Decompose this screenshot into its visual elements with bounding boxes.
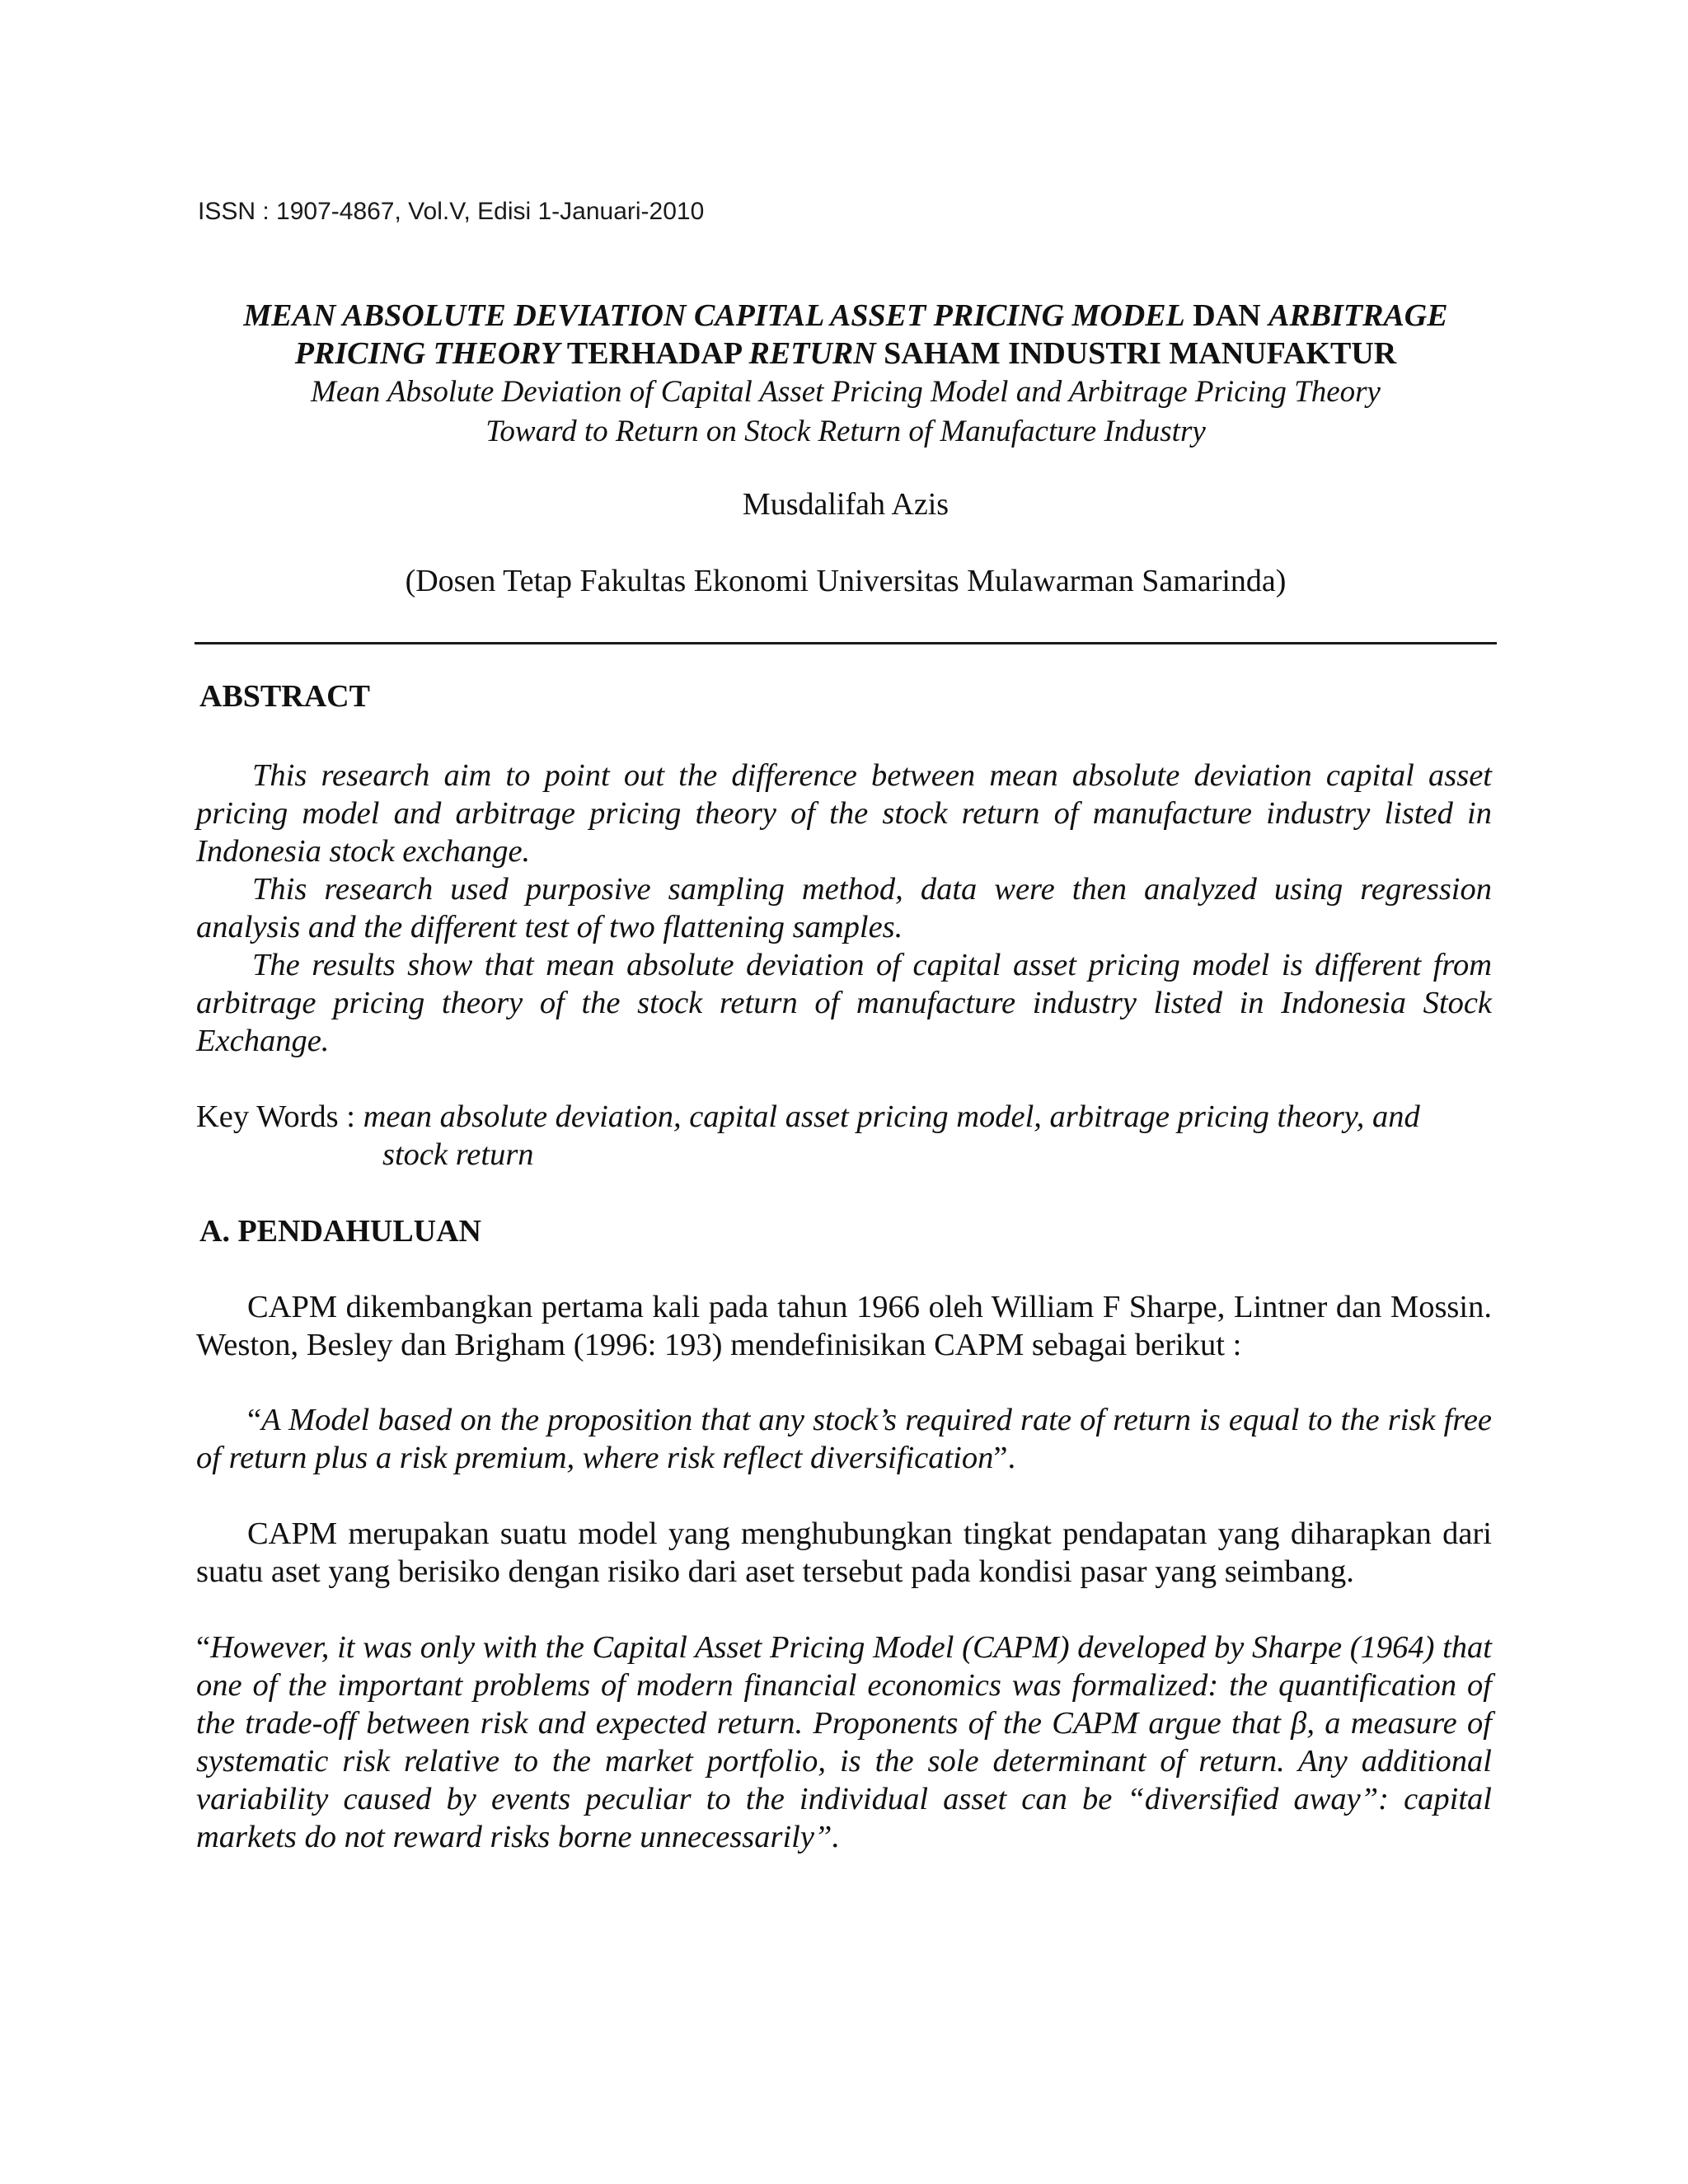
title-part: DAN — [1184, 298, 1269, 333]
author-affiliation: (Dosen Tetap Fakultas Ekonomi Universitas Mulawarman Samarinda) — [405, 564, 1287, 598]
abstract-paragraph: This research aim to point out the difference between mean absolute deviation capital asset pricing model and arbitrage pricing theory of the stock return of manufacture industry listed in Indonesia stock exchange. — [196, 758, 1492, 869]
keywords — [196, 1098, 1492, 1174]
abstract-body — [196, 757, 1492, 1060]
keywords-list-continued: stock return — [382, 1137, 534, 1172]
abstract-paragraph: The results show that mean absolute deviation of capital asset pricing model is different from arbitrage pricing theory of the stock return of manufacture industry listed in Indonesia Stock Exchange. — [196, 948, 1492, 1058]
title-part: MEAN ABSOLUTE DEVIATION CAPITAL ASSET PRICING MODEL — [243, 298, 1185, 333]
subtitle-line-2: Toward to Return on Stock Return of Manufacture Industry — [485, 415, 1206, 448]
section-heading-pendahuluan: A. PENDAHULUAN — [199, 1214, 481, 1249]
quote-mark: “ — [247, 1403, 262, 1437]
body-text: CAPM merupakan suatu model yang menghubungkan tingkat pendapatan yang diharapkan dari suatu aset yang berisiko dengan risiko dari aset tersebut pada kondisi pasar yang seimbang. — [196, 1516, 1492, 1589]
quote-text: However, it was only with the Capital Asset Pricing Model (CAPM) developed by Sharpe (1964) that one of the important problems of modern financial economics was formalized: the quantification of the trade-off between risk and expected return. Proponents of the CAPM argue that β, a measure of systematic risk relative to the market portfolio, is the sole determinant of return. Any additional variability caused by events peculiar to the individual asset can be “diversified away”: capital markets do not reward risks borne unnecessarily”. — [196, 1630, 1492, 1854]
title-part: SAHAM INDUSTRI MANUFAKTUR — [875, 336, 1397, 371]
title-part: PRICING THEORY — [294, 336, 560, 371]
intro-paragraph-1 — [196, 1288, 1492, 1364]
title-block — [195, 297, 1497, 452]
title-part: TERHADAP — [560, 336, 749, 371]
issn-header: ISSN : 1907-4867, Vol.V, Edisi 1-Januari-2010 — [198, 198, 705, 225]
body-text: CAPM dikembangkan pertama kali pada tahun 1966 oleh William F Sharpe, Lintner dan Mossin. Weston, Besley dan Brigham (1996: 193) mendefinisikan CAPM sebagai berikut : — [196, 1290, 1492, 1362]
quote-mark: ”. — [993, 1441, 1016, 1475]
title-part: ARBITRAGE — [1268, 298, 1448, 333]
quote-sharpe-definition — [196, 1401, 1492, 1477]
quote-text: A Model based on the proposition that any stock’s required rate of return is equal to the risk free of return plus a risk premium, where risk reflect diversification — [196, 1403, 1492, 1475]
quote-mark: “ — [196, 1630, 211, 1665]
abstract-heading: ABSTRACT — [199, 679, 370, 714]
keywords-list: mean absolute deviation, capital asset pricing model, arbitrage pricing theory, and — [363, 1099, 1420, 1134]
author-name: Musdalifah Azis — [742, 487, 950, 522]
title-part: RETURN — [748, 336, 876, 371]
title-line-2 — [195, 335, 1497, 373]
keywords-label: Key Words : — [196, 1099, 363, 1134]
subtitle-line-1: Mean Absolute Deviation of Capital Asset Pricing Model and Arbitrage Pricing Theory — [311, 375, 1381, 409]
abstract-paragraph: This research used purposive sampling method, data were then analyzed using regression analysis and the different test of two flattening samples. — [196, 872, 1492, 944]
title-line-1 — [195, 297, 1497, 335]
intro-paragraph-2 — [196, 1515, 1492, 1591]
header-divider — [195, 642, 1497, 644]
quote-capm-argument — [196, 1629, 1492, 1856]
